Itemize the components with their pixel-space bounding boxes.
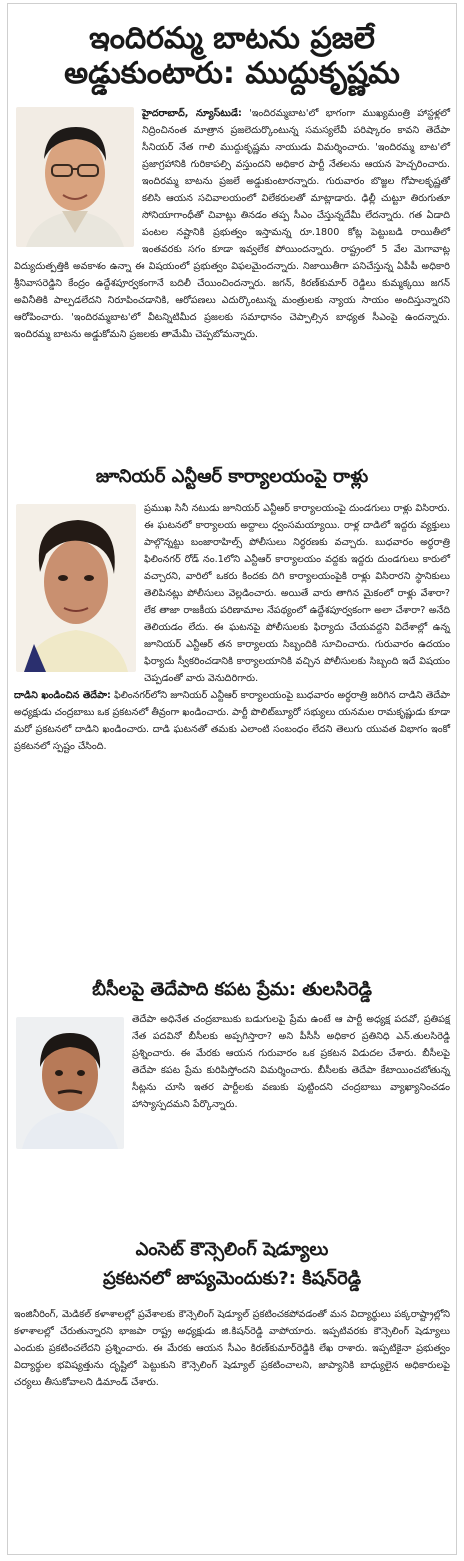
article2-lead: దాడిని ఖండించిన తెదేపా:	[14, 689, 111, 701]
article4-text: ఇంజినీరింగ్, మెడికల్ కళాశాలల్లో ప్రవేశాలకు కౌన్సెలింగ్ షెడ్యూల్ ప్రకటించకపోవడంతో మన విద్యార్థులు పక్కరాష్ట్రాల్లోని కళాశాలల్లో చేరుతున్నారని భాజపా రాష్ట్ర అధ్యక్షుడు జి.కిషన్‌రెడ్డి వాపోయారు. ఇప్పటివరకు కౌన్సెలింగ్ షెడ్యూలు ఎందుకు ప్రకటించలేదని ప్రశ్నించారు. ఈ మేరకు ఆయన సీఎం కిరణ్‌కుమార్‌రెడ్డికి లేఖ రాశారు. ఇప్పటికైనా ప్రభుత్వం విద్యార్థుల భవిష్యత్తును దృష్టిలో పెట్టుకుని కౌన్సెలింగ్ షెడ్యూల్ ప్రకటించాలని, జాప్యానికి బాధ్యులైన అధికారులపై చర్యలు తీసుకోవాలని డిమాండ్ చేశారు.	[14, 1308, 451, 1388]
article2-body2: ఫిలింనగర్‌లోని జూనియర్ ఎన్టీఆర్ కార్యాలయంపై బుధవారం అర్ధరాత్రి జరిగిన దాడిని తెదేపా అధ్యక్షుడు చంద్రబాబు ఒక ప్రకటనలో తీవ్రంగా ఖండించారు. పార్టీ పొలిట్‌బ్యూరో సభ్యులు యనమల రామకృష్ణుడు కూడా మరో ప్రకటనలో దాడిని ఖండించారు. దాడి ఘటనతో తమకు ఎలాంటి సంబంధం లేదని తెలుగు యువత విభాగం ఇంకో ప్రకటనలో స్పష్టం చేసింది.	[14, 689, 450, 752]
article1-headline	[14, 4, 450, 91]
article4-headline-line2: ప్రకటనలో జాప్యమెందుకు?: కిషన్‌రెడ్డి	[102, 1267, 362, 1289]
article2-paragraph2	[14, 687, 450, 755]
newspaper-page	[7, 3, 457, 1555]
article2-text: ప్రముఖ సినీ నటుడు జూనియర్ ఎన్టీఆర్ కార్యాలయంపై దుండగులు రాళ్లు విసిరారు. ఈ ఘటనలో కార్యాలయ అద్దాలు ధ్వంసమయ్యాయి. రాళ్ల దాడిలో ఇద్దరు వ్యక్తులు పాల్గొన్నట్టు బంజారాహిల్స్ పోలీసులు నిర్ధరణకు వచ్చారు. బుధవారం అర్ధరాత్రి ఫిలింనగర్ రోడ్ నం.1లోని ఎన్టీఆర్ కార్యాలయం వద్దకు ఇద్దరు దుండగులు కారులో వచ్చారని, వారిలో ఒకరు కిందకు దిగి కార్యాలయంపైకి రాళ్లు విసిరారని స్థానికులు తెలిపినట్లు పోలీసులు వెల్లడించారు. అయితే వారు తాగిన మైకంలో రాళ్లు వేశారా? లేక తాజా రాజకీయ పరిణామాల నేపథ్యంలో ఉద్దేశపూర్వకంగా అలా చేశారా? అనేది తెలియడం లేదు. ఈ ఘటనపై పోలీసులకు ఫిర్యాదు చేయవద్దని విదేశాల్లో ఉన్న జూనియర్ ఎన్టీఆర్ తన కార్యాలయ సిబ్బందికి సూచించారు. గురువారం ఉదయం ఫిర్యాదు స్వీకరించడానికి కార్యాలయానికి వచ్చిన పోలీసులకు సిబ్బంది ఇదే విషయం చెప్పడంతో వారు వెనుదిరిగారు.	[144, 502, 450, 684]
article-muddukrishnama	[8, 4, 456, 449]
article4-headline	[14, 1220, 450, 1294]
article3-headline: బీసీలపై తెదేపాది కపట ప్రేమ: తులసిరెడ్డి	[92, 979, 372, 1000]
article-tulasireddy	[8, 974, 456, 1220]
article-ntr-office	[8, 449, 456, 974]
article1-headline-line1: ఇందిరమ్మ బాటను ప్రజలే	[89, 21, 375, 56]
article4-headline-line1: ఎంసెట్ కౌన్సెలింగ్ షెడ్యూలు	[135, 1239, 329, 1260]
article1-headline-line2: అడ్డుకుంటారు: ముద్దుకృష్ణమ	[64, 55, 400, 91]
article4-body	[14, 1306, 450, 1391]
muddukrishnama-photo	[16, 107, 134, 247]
article-kishanreddy	[8, 1220, 456, 1391]
article2-body	[14, 500, 450, 755]
article1-dateline: హైదరాబాద్, న్యూస్‌టుడే:	[142, 108, 242, 119]
jr-ntr-photo	[16, 504, 136, 672]
tulasireddy-photo	[16, 1017, 124, 1149]
article1-body-text: 'ఇందిరమ్మబాట'లో భాగంగా ముఖ్యమంత్రి హాస్టళ్లలో నిద్రించినంత మాత్రాన ప్రజలెదుర్కొంటున్న సమస్యలేవీ పరిష్కారం కావని తెదేపా సీనియర్ నేత గాలి ముద్దుకృష్ణమ నాయుడు విమర్శించారు. 'ఇందిరమ్మ బాట'లో ప్రజాగ్రహానికి గురికాపల్సి వస్తుందని అధికార పార్టీ నేతలను ఆయన హెచ్చరించారు. ఇందిరమ్మ బాటను ప్రజలే అడ్డుకుంటారన్నారు. గురువారం బొజ్జల గోపాలకృష్ణతో కలిసి ఆయన సచివాలయంలో విలేకరులతో మాట్లాడారు. ఢిల్లీ చుట్టూ తిరుగుతూ సోనియాగాంధీతో చివాట్లు తినడం తప్ప సీఎం చేస్తున్నదేమీ లేదన్నారు. గత ఏడాది పంటల నష్టానికి ప్రభుత్వం ఇస్తామన్న రూ.1800 కోట్ల పెట్టుబడి రాయితీలో ఇంతవరకు సగం కూడా ఇవ్వలేక పోయిందన్నారు. రాష్ట్రంలో 5 వేల మెగావాట్ల విద్యుదుత్పత్తికి అవకాశం ఉన్నా ఈ విషయంలో ప్రభుత్వం విఫలమైందన్నారు. నిజాయితీగా పనిచేస్తున్న ఏపీపీ అధికారి శ్రీనివాసరెడ్డిని కేంద్రం ఉద్దేశపూర్వకంగానే బదిలీ చేయించిందన్నారు. జగన్, కిరణ్‌కుమార్ రెడ్డిలు కుమ్మక్కయి జగన్ అవినీతికి పాల్పడలేదని నిరూపించడానికి, ఆరోపణలు ఎదుర్కొంటున్న మంత్రులకు న్యాయ సాయం అందిస్తున్నారని ఆరోపించారు. 'ఇందిరమ్మబాట'లో వీటన్నిటిమీద ప్రజలకు సమాధానం చెప్పాల్సిన బాధ్యత సీఎంపై ఉందన్నారు. ఇందిరమ్మ బాటను అడ్డుకోమని ప్రజలకు తామేమీ చెప్పబోమన్నారు.	[14, 108, 450, 340]
article3-body	[14, 1011, 450, 1153]
article2-headline: జూనియర్ ఎన్టీఆర్ కార్యాలయంపై రాళ్లు	[95, 466, 369, 487]
article3-text: తెదేపా అధినేత చంద్రబాబుకు బడుగులపై ప్రేమ ఉంటే ఆ పార్టీ అధ్యక్ష పదవో, ప్రతిపక్ష నేత పదవినో బీసీలకు అప్పగిస్తారా? అని పీసీసీ అధికార ప్రతినిధి ఎన్.తులసిరెడ్డి ప్రశ్నించారు. ఈ మేరకు ఆయన గురువారం ఒక ప్రకటన విడుదల చేశారు. బీసీలపై తెదేపా కపట ప్రేమ కురిపిస్తోందని విమర్శించారు. బీసీలకు తెదేపా కేటాయించబోతున్న సీట్లను చూసి ఇతర పార్టీలకు వణుకు పుట్టిందని చంద్రబాబు వ్యాఖ్యానించడం హాస్యాస్పదమని పేర్కొన్నారు.	[132, 1013, 450, 1110]
article1-body	[14, 105, 450, 343]
